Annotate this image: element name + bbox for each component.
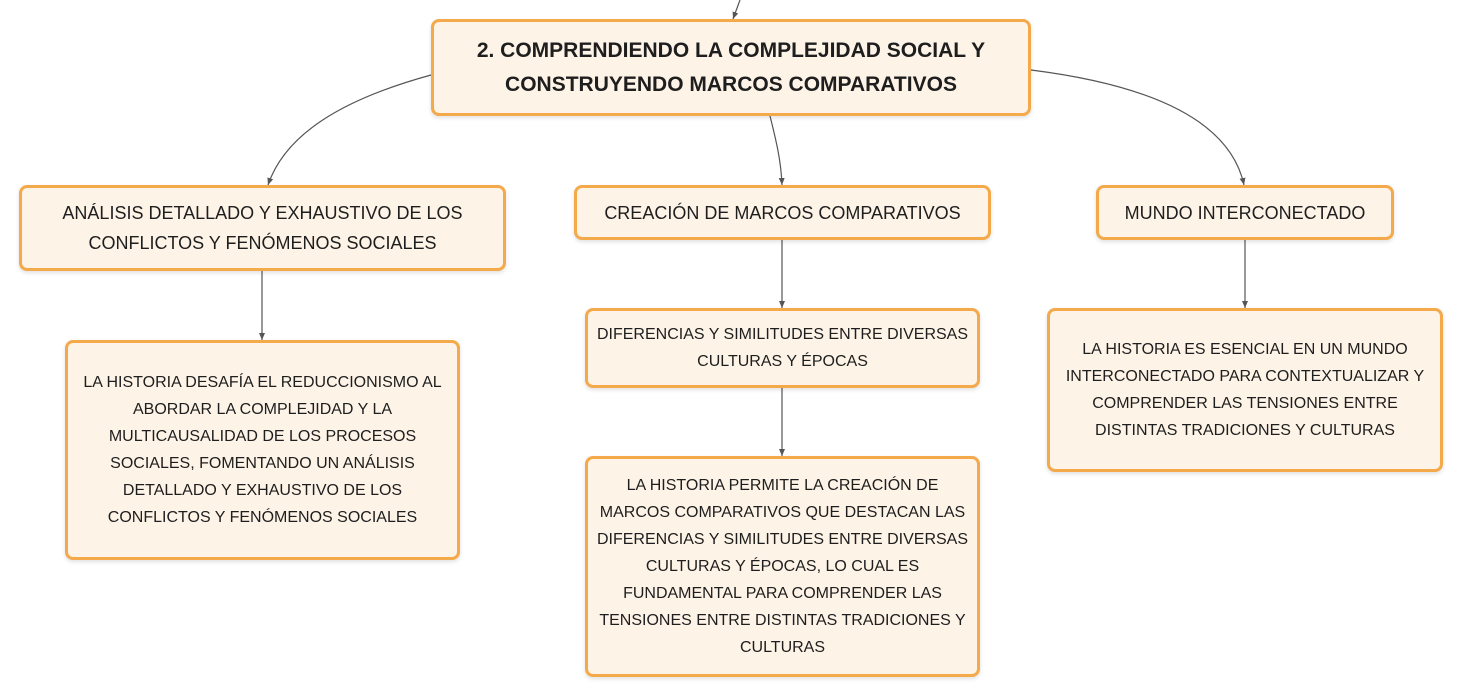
leaf-node-diferencias-label: DIFERENCIAS Y SIMILITUDES ENTRE DIVERSAS CULTURAS Y ÉPOCAS — [596, 326, 969, 370]
leaf-node-historia-esencial-label: LA HISTORIA ES ESENCIAL EN UN MUNDO INTERCONECTADO PARA CONTEXTUALIZAR Y COMPRENDER LAS TENSIONES ENTRE DISTINTAS TRADICIONES Y CULTURAS — [1065, 341, 1425, 439]
branch-node-marcos-label: CREACIÓN DE MARCOS COMPARATIVOS — [604, 202, 961, 223]
root-node-label: 2. COMPRENDIENDO LA COMPLEJIDAD SOCIAL Y CONSTRUYENDO MARCOS COMPARATIVOS — [476, 38, 986, 96]
leaf-node-historia-desafia[interactable] — [65, 340, 460, 560]
connector-root-mundo — [1031, 70, 1244, 185]
branch-node-analisis-label: ANÁLISIS DETALLADO Y EXHAUSTIVO DE LOS CONFLICTOS Y FENÓMENOS SOCIALES — [62, 203, 463, 253]
root-node[interactable] — [431, 19, 1031, 116]
connector-root-analisis — [268, 75, 431, 185]
leaf-node-historia-permite[interactable] — [585, 456, 980, 677]
branch-node-mundo[interactable] — [1096, 185, 1394, 240]
branch-node-marcos[interactable] — [574, 185, 991, 240]
leaf-node-historia-desafia-label: LA HISTORIA DESAFÍA EL REDUCCIONISMO AL ABORDAR LA COMPLEJIDAD Y LA MULTICAUSALIDAD DE LOS PROCESOS SOCIALES, FOMENTANDO UN ANÁLISIS DETALLADO Y EXHAUSTIVO DE LOS CONFLICTOS Y FENÓMENOS SOCIALES — [83, 374, 442, 526]
leaf-node-diferencias[interactable] — [585, 308, 980, 388]
branch-node-mundo-label: MUNDO INTERCONECTADO — [1124, 202, 1366, 223]
connector-incoming — [733, 0, 740, 19]
branch-node-analisis[interactable] — [19, 185, 506, 271]
leaf-node-historia-esencial[interactable] — [1047, 308, 1443, 472]
connector-root-marcos — [770, 116, 782, 185]
leaf-node-historia-permite-label: LA HISTORIA PERMITE LA CREACIÓN DE MARCOS COMPARATIVOS QUE DESTACAN LAS DIFERENCIAS Y SIMILITUDES ENTRE DIVERSAS CULTURAS Y ÉPOCAS, LO CUAL ES FUNDAMENTAL PARA COMPRENDER LAS TENSIONES ENTRE DISTINTAS TRADICIONES Y CULTURAS — [596, 477, 969, 656]
